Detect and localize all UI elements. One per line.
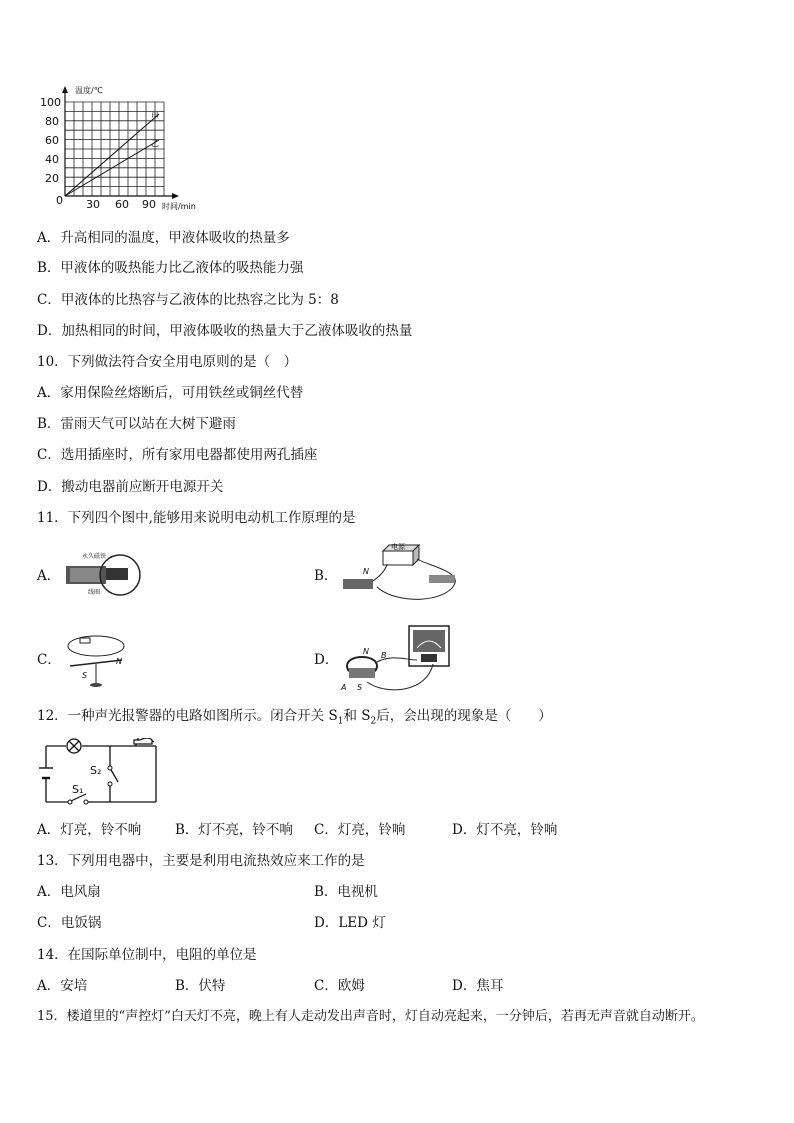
q12-option-d[interactable]: D．灯不亮，铃响: [452, 822, 558, 838]
origin-label: 0: [56, 194, 63, 207]
q12-option-b[interactable]: B．灯不亮，铃不响: [175, 822, 293, 838]
x-tick-30: 30: [86, 198, 100, 211]
q11-figure-c-oersted: [62, 630, 132, 690]
x-axis-arrow: [172, 193, 179, 199]
q14-option-b[interactable]: B．伏特: [175, 978, 226, 994]
q13-option-d[interactable]: D．LED 灯: [314, 915, 386, 931]
pole-n-label: N: [116, 657, 122, 666]
pole-s-label: S: [82, 671, 88, 680]
y-tick-60: 60: [45, 134, 59, 147]
graph-grid: [65, 102, 164, 196]
q11-option-d[interactable]: D．: [314, 652, 339, 668]
alarm-circuit-diagram: [38, 738, 164, 806]
q10-option-b[interactable]: B．雷雨天气可以站在大树下避雨: [37, 416, 236, 432]
q10-option-d[interactable]: D．搬动电器前应断开电源开关: [37, 479, 224, 495]
q9-option-b[interactable]: B．甲液体的吸热能力比乙液体的吸热能力强: [37, 260, 304, 276]
q13-option-a[interactable]: A．电风扇: [37, 884, 101, 900]
q12-option-c[interactable]: C．灯亮，铃响: [314, 822, 406, 838]
q13-stem: 13．下列用电器中，主要是利用电流热效应来工作的是: [37, 853, 365, 869]
pole-n-label: N: [363, 567, 369, 576]
q11-figure-b-power-rails: [337, 541, 463, 605]
x-tick-90: 90: [142, 198, 156, 211]
q14-option-c[interactable]: C．欧姆: [314, 978, 365, 994]
q14-option-d[interactable]: D．焦耳: [452, 978, 504, 994]
q9-option-c[interactable]: C．甲液体的比热容与乙液体的比热容之比为 5：8: [37, 292, 339, 308]
q9-option-a[interactable]: A．升高相同的温度，甲液体吸收的热量多: [37, 230, 290, 246]
series-label-yi: 乙: [151, 139, 159, 148]
y-tick-80: 80: [45, 115, 59, 128]
q11-option-b[interactable]: B．: [314, 568, 338, 584]
temperature-time-graph: [35, 84, 210, 214]
x-axis-label: 时间/min: [162, 202, 196, 211]
q10-option-a[interactable]: A．家用保险丝熔断后，可用铁丝或铜丝代替: [37, 385, 304, 401]
x-tick-60: 60: [115, 198, 129, 211]
coil-label: 线圈: [88, 589, 101, 596]
q10-option-c[interactable]: C．选用插座时，所有家用电器都使用两孔插座: [37, 447, 318, 463]
pole-n-label: N: [363, 647, 369, 656]
q14-option-a[interactable]: A．安培: [37, 978, 88, 994]
q9-option-d[interactable]: D．加热相同的时间，甲液体吸收的热量大于乙液体吸收的热量: [37, 323, 413, 339]
q11-figure-d-generator: [337, 624, 453, 696]
q11-option-a[interactable]: A．: [37, 568, 61, 584]
series-line-jia: [65, 114, 159, 196]
q12-option-a[interactable]: A．灯亮，铃不响: [37, 822, 142, 838]
terminal-b-label: B: [381, 651, 387, 660]
switch-s2-label: S₂: [90, 764, 102, 777]
q11-stem: 11．下列四个图中,能够用来说明电动机工作原理的是: [37, 510, 356, 526]
q11-option-c[interactable]: C．: [37, 652, 61, 668]
permanent-magnet-label: 永久磁铁: [82, 553, 107, 560]
switch-s1-label: S₁: [72, 783, 84, 796]
q13-option-b[interactable]: B．电视机: [314, 884, 378, 900]
bell-icon: [134, 738, 152, 744]
q10-stem: 10．下列做法符合安全用电原则的是（ ）: [37, 354, 298, 370]
y-tick-40: 40: [45, 153, 59, 166]
q15-stem: 15．楼道里的“声控灯”白天灯不亮，晚上有人走动发出声音时，灯自动亮起来，一分钟后，若再无声音就自动断开。: [37, 1009, 704, 1024]
y-tick-20: 20: [45, 172, 59, 185]
q13-option-c[interactable]: C．电饭锅: [37, 915, 102, 931]
y-axis-label: 温度/℃: [75, 86, 103, 95]
y-axis-arrow: [62, 86, 68, 93]
q11-figure-a-motor: [62, 550, 146, 596]
q12-stem: 12．一种声光报警器的电路如图所示。闭合开关 $S_1$和 $S_2$后，会出现的现象是（ ）: [37, 708, 552, 727]
series-label-jia: 甲: [151, 112, 159, 121]
y-tick-100: 100: [40, 96, 61, 109]
pole-s-label: S: [357, 683, 363, 692]
q14-stem: 14．在国际单位制中，电阻的单位是: [37, 947, 257, 963]
power-source-label: 电源: [391, 543, 405, 551]
terminal-a-label: A: [341, 683, 347, 692]
